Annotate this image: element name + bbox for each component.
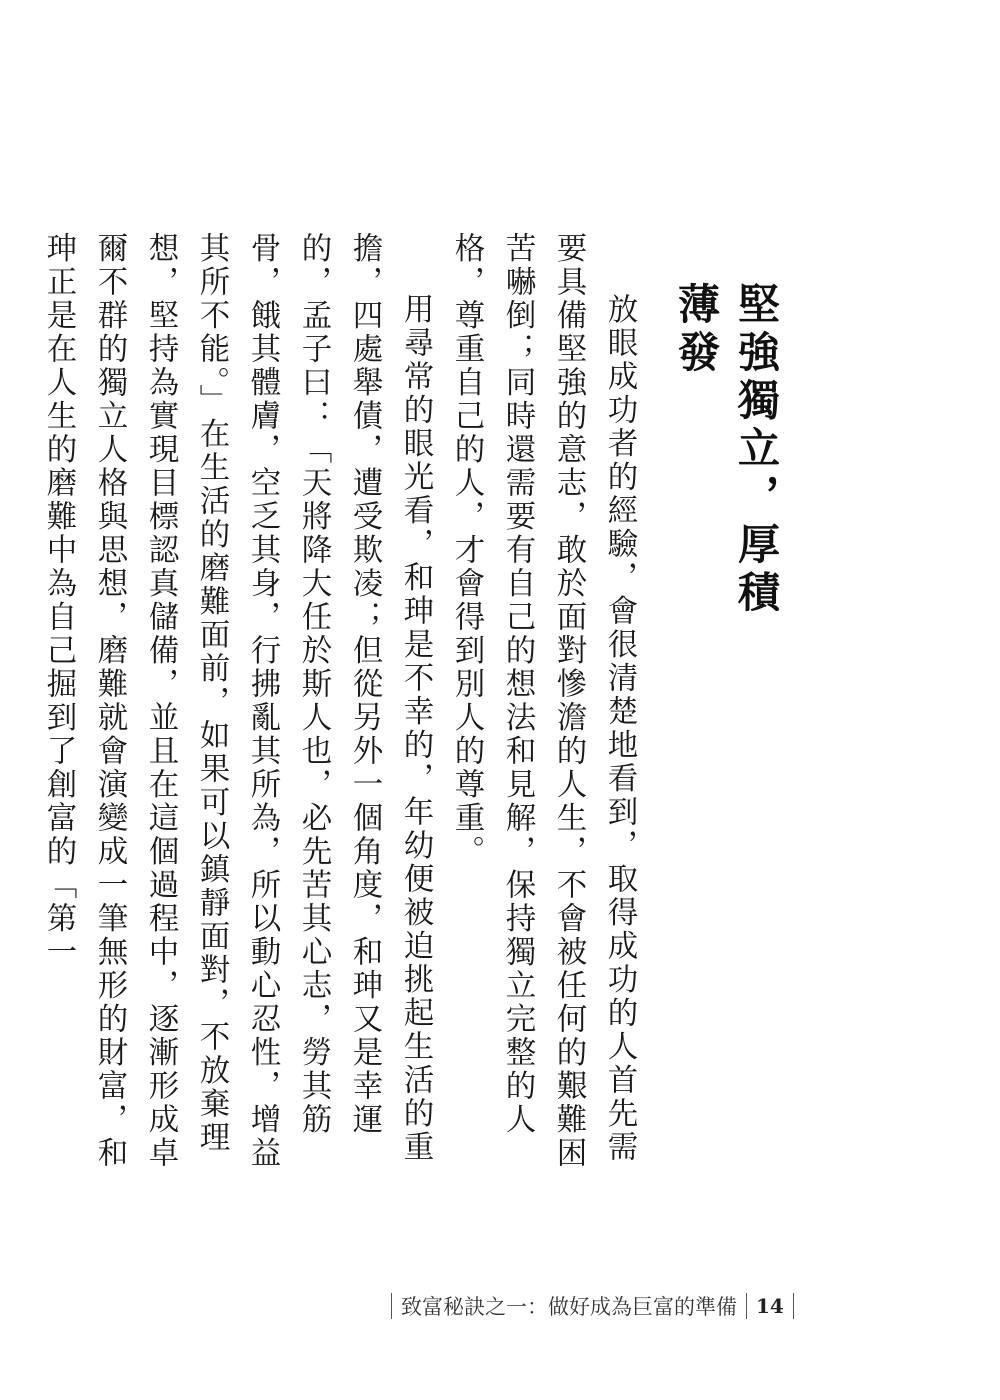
paragraph: 放眼成功者的經驗，會很清楚地看到，取得成功的人首先需要具備堅強的意志，敢於面對慘澹的人生，不會被任何的艱難困苦嚇倒；同時還需要有自己的想法和見解，保持獨立完整的人格，尊重自己的人，才會得到別人的尊重。 xyxy=(449,232,637,1170)
footer-divider xyxy=(391,1293,392,1319)
footer-divider xyxy=(746,1293,747,1319)
body-text xyxy=(33,232,645,1182)
footer-divider xyxy=(793,1293,794,1319)
paragraph: 用尋常的眼光看，和珅是不幸的，年幼便被迫挑起生活的重擔，四處舉債，遭受欺凌；但從另外一個角度，和珅又是幸運的，孟子曰：「天將降大任於斯人也，必先苦其心志，勞其筋骨，餓其體膚，空乏其身，行拂亂其所為，所以動心忍性，增益其所不能。」在生活的磨難面前，如果可以鎮靜面對，不放棄理想，堅持為實現目標認真儲備，並且在這個過程中，逐漸形成卓爾不群的獨立人格與思想，磨難就會演變成一筆無形的財富，和珅正是在人生的磨難中為自己掘到了創富的「第一 xyxy=(41,232,433,1170)
section-title: 堅強獨立，厚積薄發 xyxy=(672,282,781,618)
page-number: 14 xyxy=(756,1294,784,1318)
page-footer xyxy=(382,1288,803,1324)
chapter-title: 致富秘訣之一：做好成為巨富的準備 xyxy=(401,1295,737,1319)
